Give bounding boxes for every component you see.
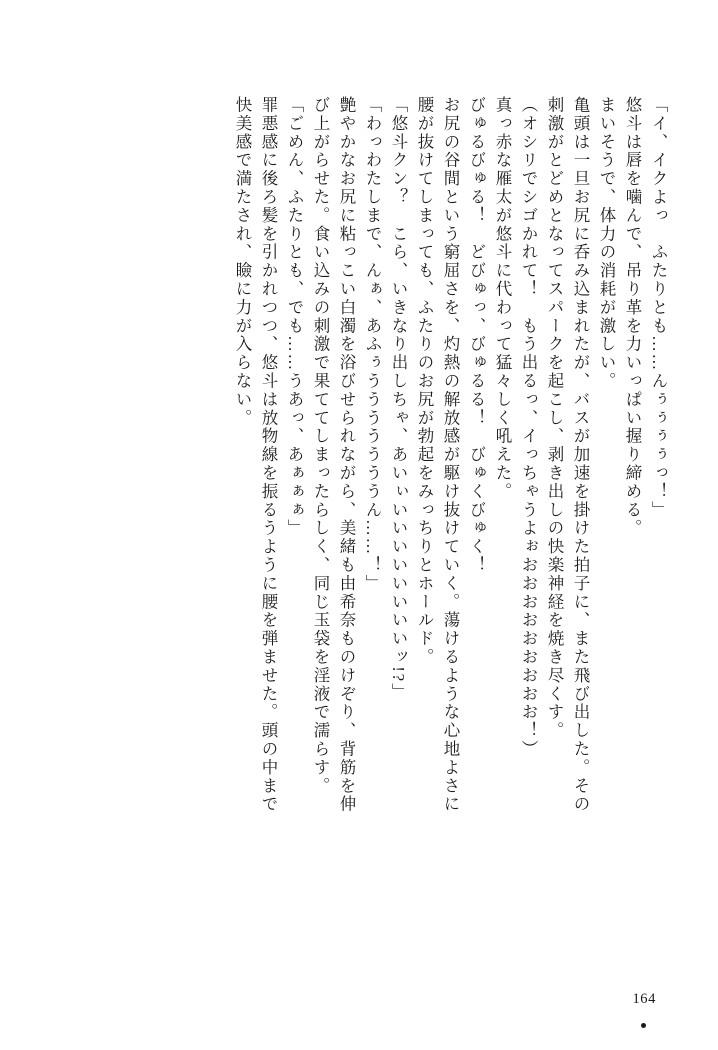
text-line: 「ごめん、ふたりとも、でも……うあっ、あぁぁぁ」: [285, 96, 304, 538]
text-line: び上がらせた。食い込みの刺激で果ててしまったらしく、同じ玉袋を淫液で濡らす。: [311, 96, 330, 796]
vertical-text-body: [52, 96, 666, 956]
text-line: 艶やかなお尻に粘っこい白濁を浴びせられながら、美緒も由希奈ものけぞり、背筋を伸: [337, 96, 356, 814]
text-line: （オシリでシゴかれて！ もう出るっ、イっちゃうよぉおおおおおおおおお！）: [519, 96, 538, 759]
text-line: まいそうで、体力の消耗が激しい。: [597, 96, 616, 391]
text-line: お尻の谷間という窮屈さを、灼熱の解放感が駆け抜けていく。蕩けるような心地よさに: [441, 96, 460, 814]
text-line: 「わっわたしまで、んぁ、あふぅうううううううん……！」: [363, 96, 382, 593]
text-line: びゅるびゅる！ どびゅっ、びゅるる！ びゅくびゅく！: [467, 96, 486, 575]
text-line: 「イ、イクよっ ふたりとも……んぅぅぅぅっ！」: [649, 96, 668, 520]
text-line: 悠斗は唇を噛んで、吊り革を力いっぱい握り締める。: [623, 96, 642, 538]
text-line: 刺激がとどめとなってスパークを起こし、剥き出しの快楽神経を焼き尽くす。: [545, 96, 564, 740]
text-line: 罪悪感に後ろ髪を引かれつつ、悠斗は放物線を振るうように腰を弾ませた。頭の中まで: [259, 96, 278, 814]
text-line: 亀頭は一旦お尻に呑み込まれたが、バスが加速を掛けた拍子に、また飛び出した。その: [571, 96, 590, 814]
text-line: 快美感で満たされ、瞼に力が入らない。: [233, 96, 252, 428]
text-line: 真っ赤な雁太が悠斗に代わって猛々しく吼えた。: [493, 96, 512, 501]
footer-dot-ornament: [641, 1023, 646, 1028]
text-line: 「悠斗クン？ こら、いきなり出しちゃ、あいぃいいいいいいいいッ!?」: [389, 96, 408, 702]
text-line: 腰が抜けてしまっても、ふたりのお尻が勃起をみっちりとホールド。: [415, 96, 434, 667]
page-number: 164: [632, 991, 656, 1007]
